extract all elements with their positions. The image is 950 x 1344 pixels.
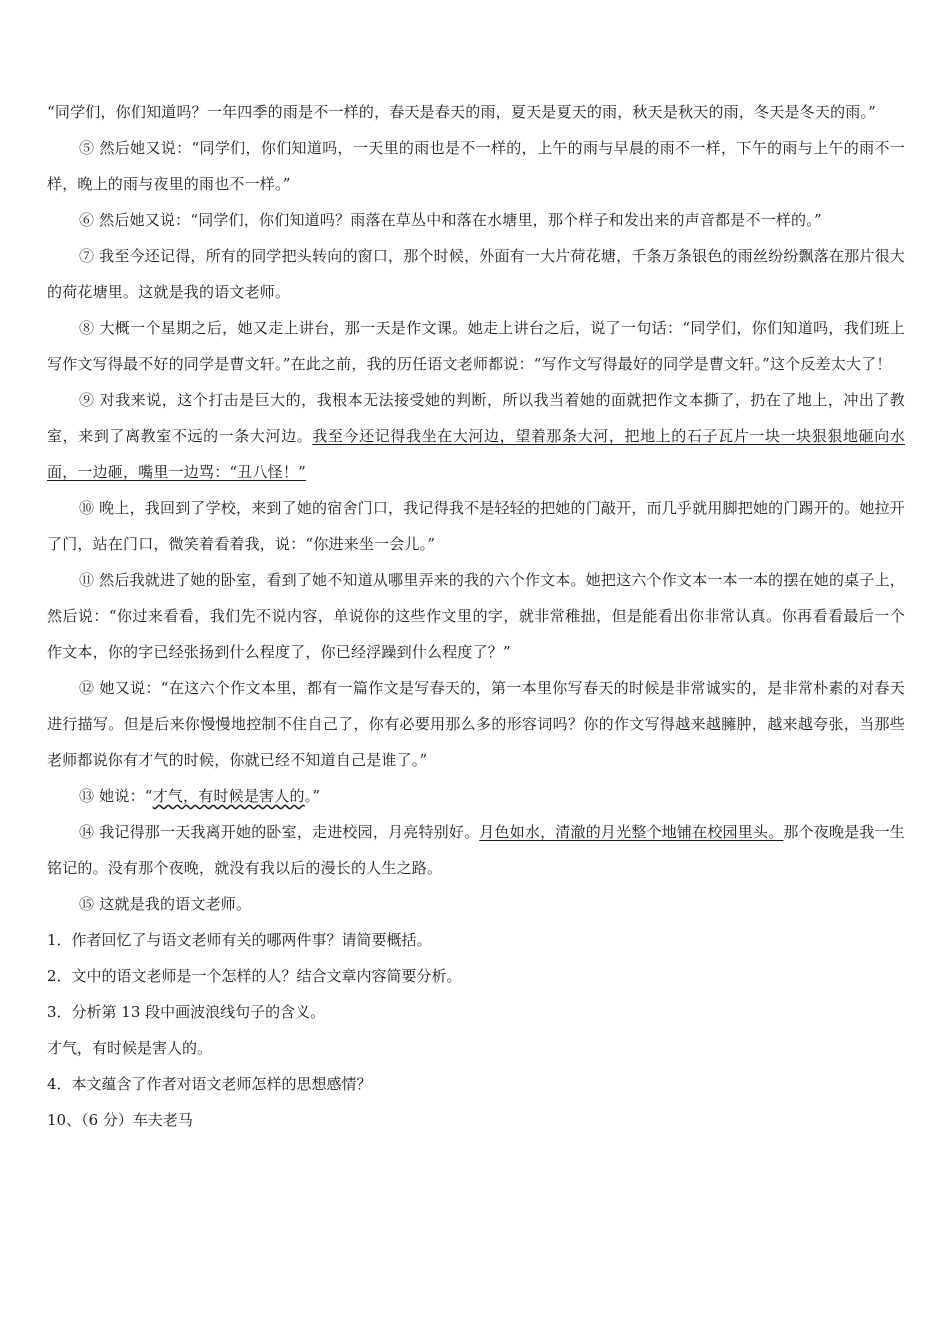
- paragraph-13-lead: ⑬ 她说：“: [79, 787, 153, 805]
- paragraph-12: ⑫ 她又说：“在这六个作文本里，都有一篇作文是写春天的，第一本里你写春天的时候是非常诚实的，是非常朴素的对春天进行描写。但是后来你慢慢地控制不住自己了，你有必要用那么多的形容词吗？你的作文写得越来越臃肿，越来越夸张，当那些老师都说你有才气的时候，你就已经不知道自己是谁了。”: [47, 679, 905, 769]
- paragraph-4-continued: “同学们，你们知道吗？一年四季的雨是不一样的，春天是春天的雨，夏天是夏天的雨，秋天是秋天的雨，冬天是冬天的雨。”: [47, 103, 877, 121]
- paragraph-8: ⑧ 大概一个星期之后，她又走上讲台，那一天是作文课。她走上讲台之后，说了一句话：“同学们，你们知道吗，我们班上写作文写得最不好的同学是曹文轩。”在此之前，我的历任语文老师都说：“写作文写得最好的同学是曹文轩。”这个反差太大了！: [47, 319, 905, 373]
- document-page: [47, 94, 905, 1138]
- paragraph-15: ⑮ 这就是我的语文老师。: [79, 895, 252, 913]
- paragraph-9-underlined-sentence: 我至今还记得我坐在大河边，望着那条大河，把地上的石子瓦片一块一块狠狠地砸向水面，一边砸，嘴里一边骂：“丑八怪！”: [47, 427, 905, 481]
- paragraph-14-lead: ⑭ 我记得那一天我离开她的卧室，走进校园，月亮特别好。: [79, 823, 480, 841]
- paragraph-14: [47, 814, 905, 886]
- paragraph-13: [47, 778, 905, 814]
- paragraph-9-text: ⑨ 对我来说，这个打击是巨大的，我根本无法接受她的判断，所以我当着她的面就把作文本撕了，扔在了地上，冲出了教室，来到了离教室不远的一条大河边。: [47, 391, 905, 445]
- paragraph-13-tail: 。”: [304, 787, 321, 805]
- question-2: 2．文中的语文老师是一个怎样的人？结合文章内容简要分析。: [47, 967, 462, 985]
- paragraph-9: [47, 382, 905, 490]
- question-3-quoted-line: 才气，有时候是害人的。: [47, 1039, 213, 1057]
- paragraph-14-tail: 那个夜晚是我一生铭记的。没有那个夜晚，就没有我以后的漫长的人生之路。: [47, 823, 905, 877]
- paragraph-10: ⑩ 晚上，我回到了学校，来到了她的宿舍门口，我记得我不是轻轻的把她的门敲开，而几乎就用脚把她的门踢开的。她拉开了门，站在门口，微笑着看着我，说：“你进来坐一会儿。”: [47, 499, 905, 553]
- question-3: 3．分析第 13 段中画波浪线句子的含义。: [47, 1003, 326, 1021]
- paragraph-14-underlined-sentence: 月色如水，清澈的月光整个地铺在校园里头。: [479, 823, 784, 841]
- paragraph-13-wavy-sentence: 才气，有时候是害人的: [152, 787, 305, 805]
- next-section-heading: 10、（6 分）车夫老马: [47, 1111, 193, 1129]
- paragraph-11: ⑪ 然后我就进了她的卧室，看到了她不知道从哪里弄来的我的六个作文本。她把这六个作文本一本一本的摆在她的桌子上，然后说：“你过来看看，我们先不说内容，单说你的这些作文里的字，就非常稚拙，但是能看出你非常认真。你再看看最后一个作文本，你的字已经张扬到什么程度了，你已经浮躁到什么程度了？”: [47, 571, 905, 661]
- question-1: 1．作者回忆了与语文老师有关的哪两件事？请简要概括。: [47, 931, 432, 949]
- paragraph-6: ⑥ 然后她又说：“同学们，你们知道吗？雨落在草丛中和落在水塘里，那个样子和发出来的声音都是不一样的。”: [79, 211, 822, 229]
- question-4: 4．本文蕴含了作者对语文老师怎样的思想感情？: [47, 1075, 372, 1093]
- paragraph-5: ⑤ 然后她又说：“同学们，你们知道吗，一天里的雨也是不一样的，上午的雨与早晨的雨不一样，下午的雨与上午的雨不一样，晚上的雨与夜里的雨也不一样。”: [47, 139, 905, 193]
- paragraph-7: ⑦ 我至今还记得，所有的同学把头转向的窗口，那个时候，外面有一大片荷花塘，千条万条银色的雨丝纷纷飘落在那片很大的荷花塘里。这就是我的语文老师。: [47, 247, 905, 301]
